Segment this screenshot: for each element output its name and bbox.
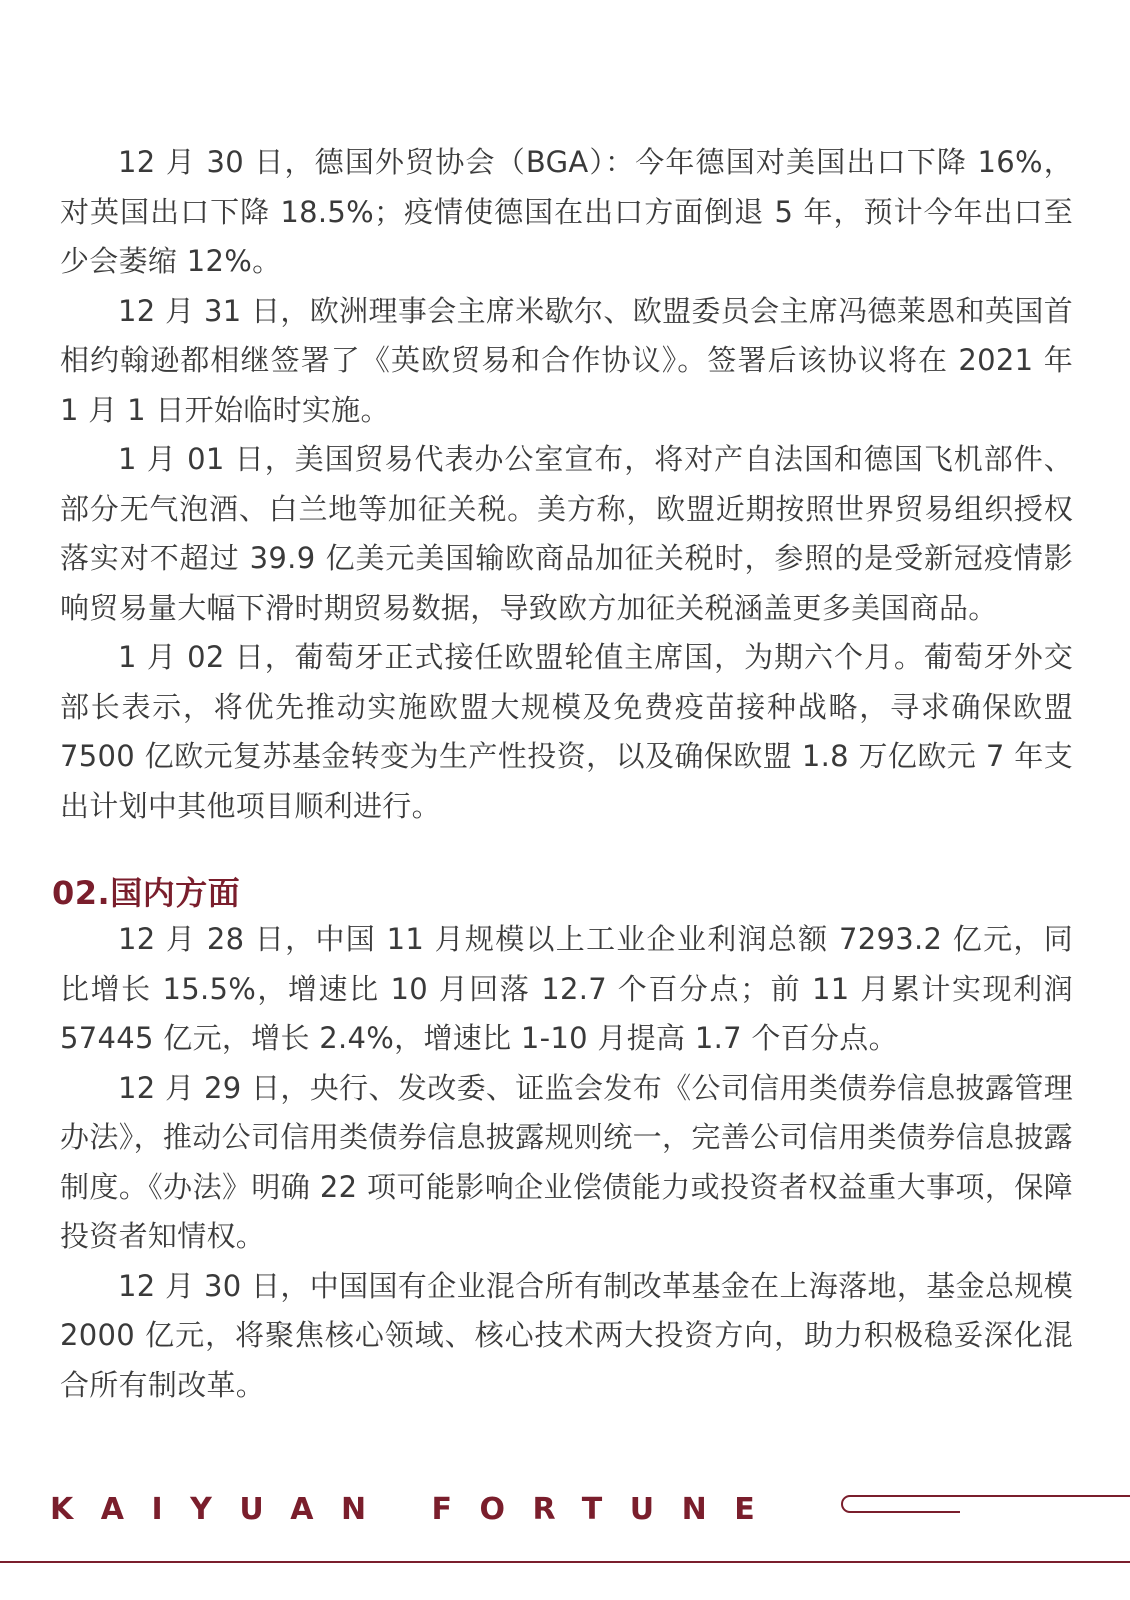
news-paragraph-bga: 12 月 30 日，德国外贸协会（BGA）：今年德国对美国出口下降 16%，对英国出口下降 18.5%；疫情使德国在出口方面倒退 5 年，预计今年出口至少会萎缩 12%。 [60, 145, 1073, 278]
news-paragraph-soe-reform-fund: 12 月 30 日，中国国有企业混合所有制改革基金在上海落地，基金总规模 2000 亿元，将聚焦核心领域、核心技术两大投资方向，助力积极稳妥深化混合所有制改革。 [60, 1268, 1073, 1402]
section-spacer [60, 831, 1073, 871]
news-paragraph-industrial-profits: 12 月 28 日，中国 11 月规模以上工业企业利润总额 7293.2 亿元，同比增长 15.5%，增速比 10 月回落 12.7 个百分点；前 11 月累计实现利润 57445 亿元，增长 2.4%，增速比 1-10 月提高 1.7 个百分点。 [60, 922, 1073, 1055]
news-paragraph-portugal-presidency: 1 月 02 日，葡萄牙正式接任欧盟轮值主席国，为期六个月。葡萄牙外交部长表示，将优先推动实施欧盟大规模及免费疫苗接种战略，寻求确保欧盟 7500 亿欧元复苏基金转变为生产性投资，以及确保欧盟 1.8 万亿欧元 7 年支出计划中其他项目顺利进行。 [60, 640, 1073, 823]
brand-wordmark: KAIYUAN FORTUNE [50, 1492, 783, 1527]
news-paragraph-us-tariffs: 1 月 01 日，美国贸易代表办公室宣布，将对产自法国和德国飞机部件、部分无气泡酒、白兰地等加征关税。美方称，欧盟近期按照世界贸易组织授权落实对不超过 39.9 亿美元美国输欧商品加征关税时，参照的是受新冠疫情影响贸易量大幅下滑时期贸易数据，导致欧方加征关税涵盖更多美国商品。 [60, 442, 1073, 625]
section-title-domestic: 02.国内方面 [52, 874, 241, 912]
news-paragraph-bond-disclosure: 12 月 29 日，央行、发改委、证监会发布《公司信用类债券信息披露管理办法》，推动公司信用类债券信息披露规则统一，完善公司信用类债券信息披露制度。《办法》明确 22 项可能影响企业偿债能力或投资者权益重大事项，保障投资者知情权。 [60, 1070, 1073, 1253]
footer-capsule-rule [842, 1496, 1130, 1512]
article-body [52, 138, 1073, 1410]
news-paragraph-uk-eu-agreement: 12 月 31 日，欧洲理事会主席米歇尔、欧盟委员会主席冯德莱恩和英国首相约翰逊都相继签署了《英欧贸易和合作协议》。签署后该协议将在 2021 年 1 月 1 日开始临时实施。 [60, 293, 1073, 427]
